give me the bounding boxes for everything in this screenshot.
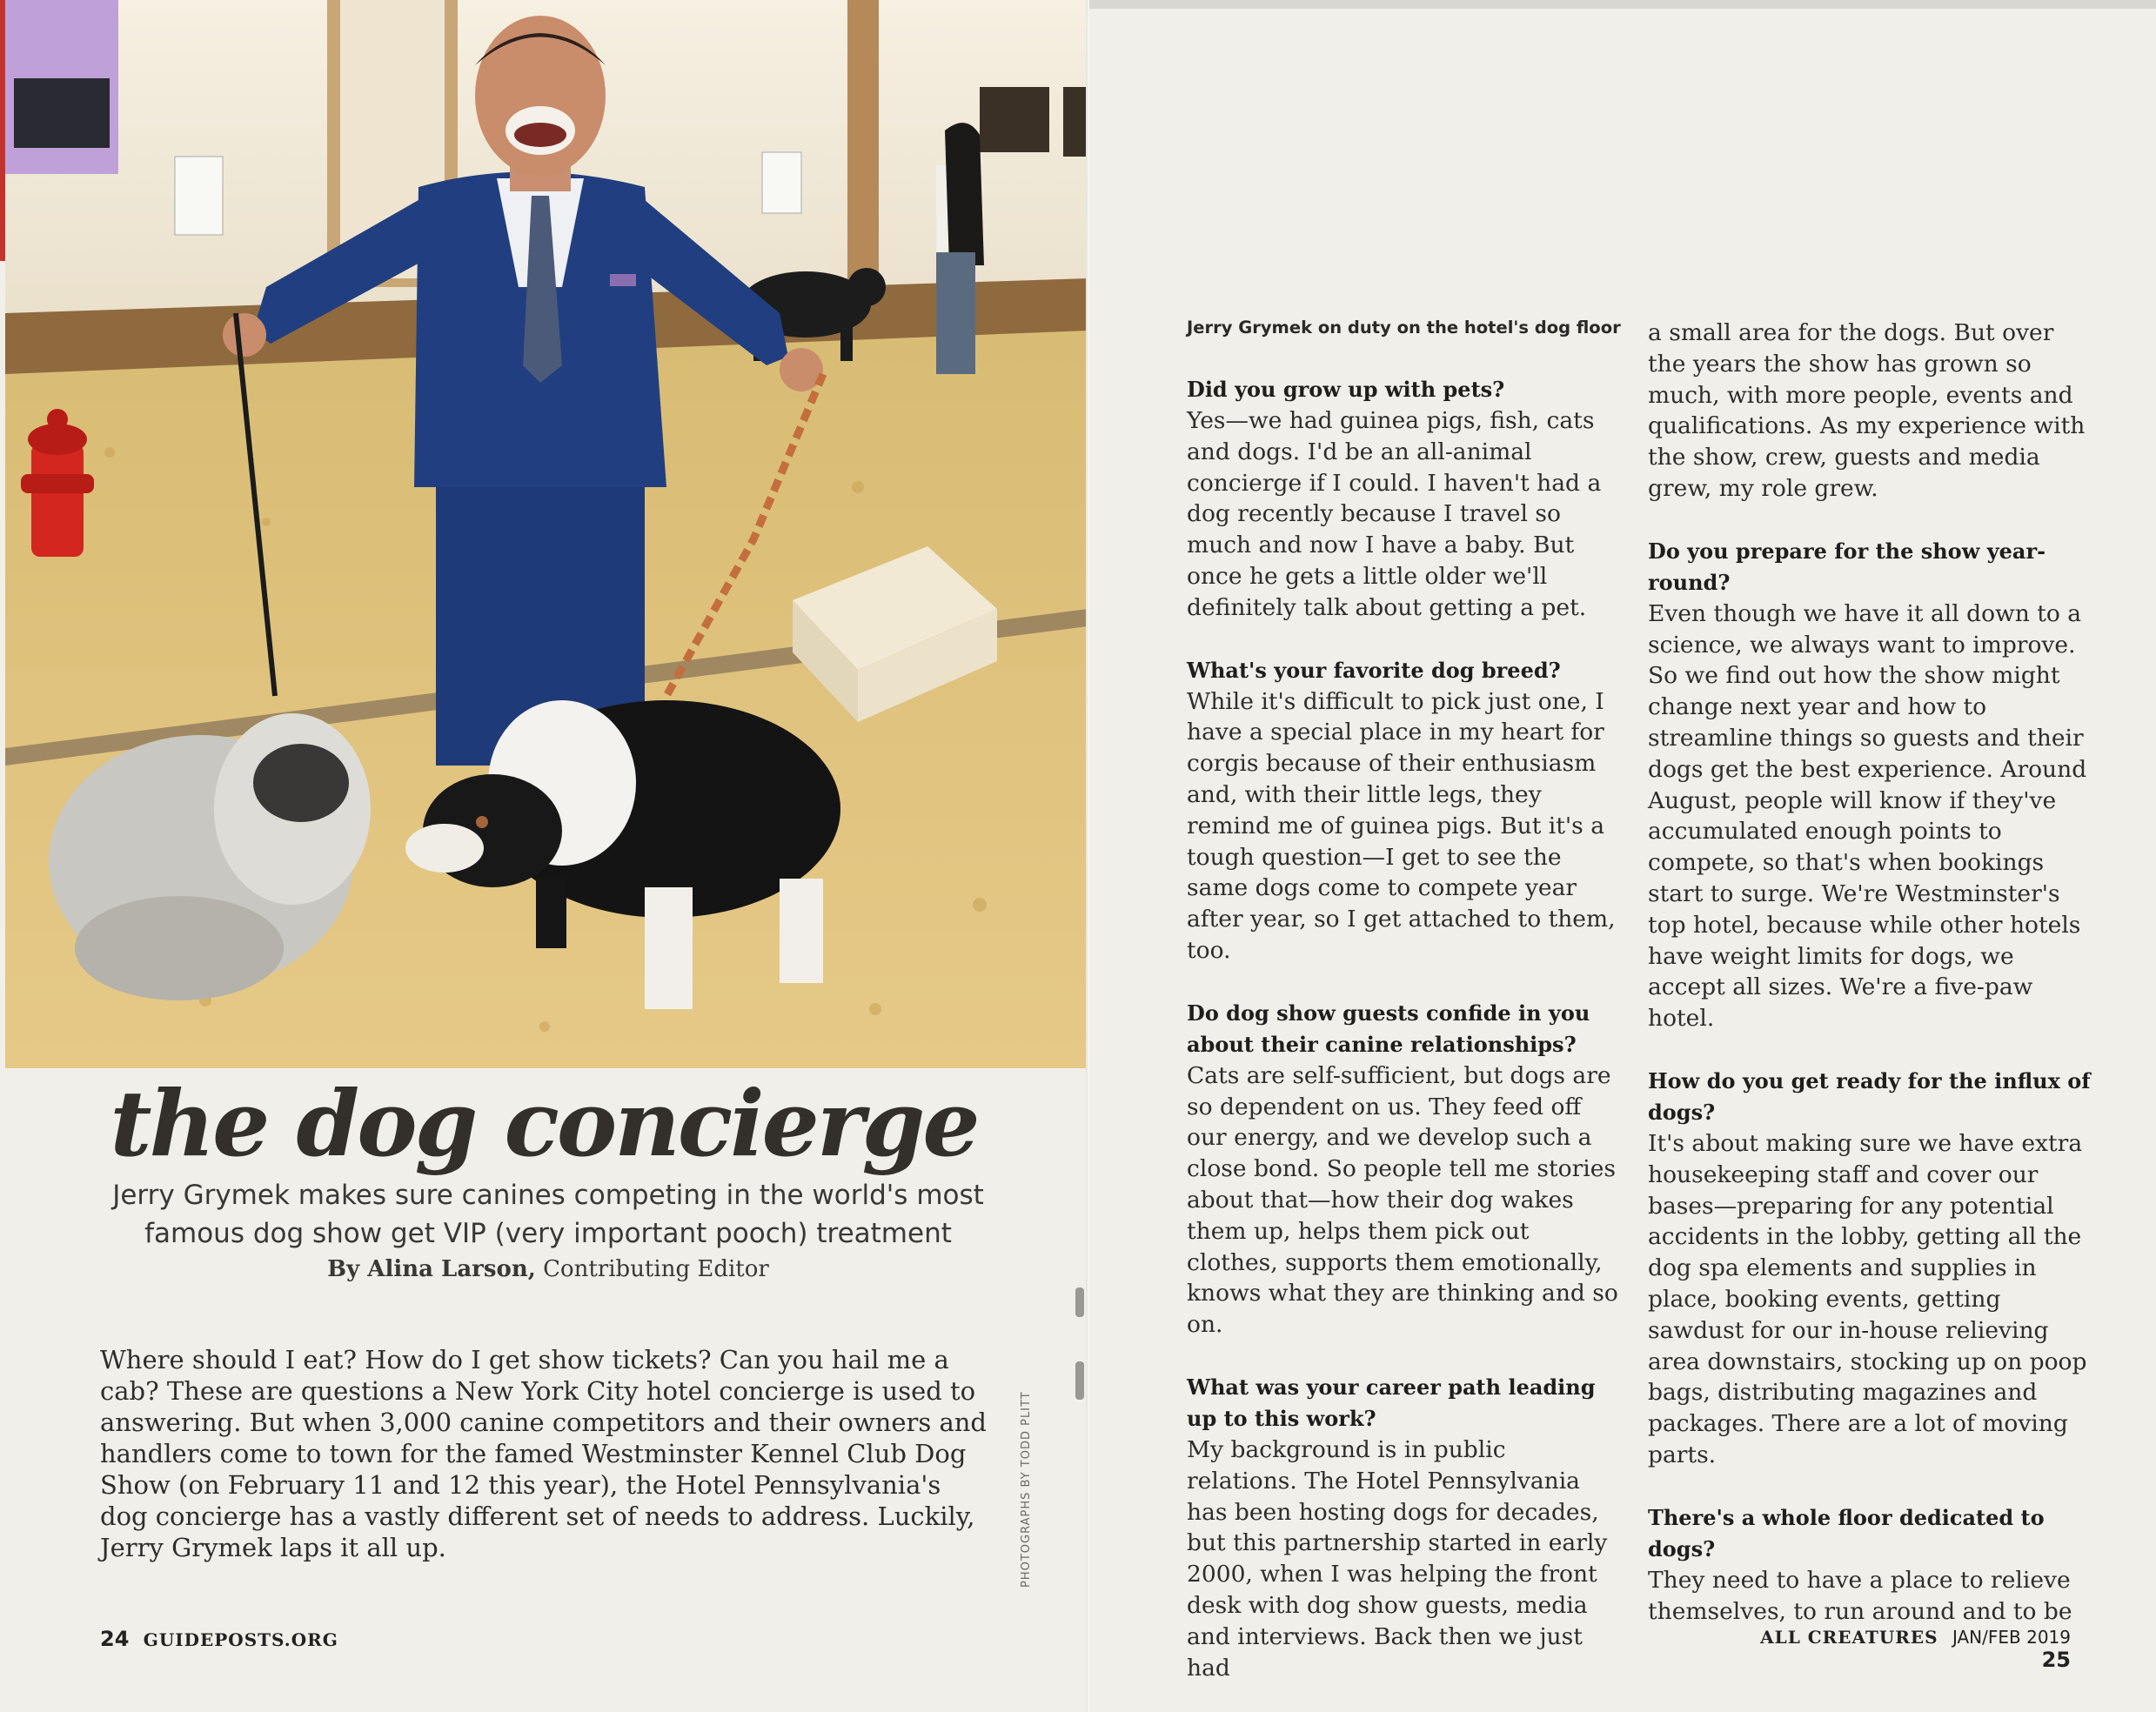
photo-credit xyxy=(1020,1388,1042,1588)
answer: They need to have a place to relieve themselves, to run around and to be xyxy=(1648,1566,2072,1625)
site-name: GUIDEPOSTS.ORG xyxy=(143,1629,338,1650)
question: What's your favorite dog breed? xyxy=(1187,657,1561,683)
qa-column-2 xyxy=(1648,318,2092,1627)
page-number-right: 25 xyxy=(2041,1648,2071,1672)
section-name: ALL CREATURES xyxy=(1760,1627,1938,1648)
article-intro: Where should I eat? How do I get show tickets? Can you hail me a cab? These are questions a New York City hotel concierge is used to answering. But when 3,000 canine competitors and their owners and handlers come to town for the famed Westminster Kennel Club Dog Show (on February 11 and 12 this year), the Hotel Pennsylvania's dog concierge has a vastly different set of needs to address. Luckily, Jerry Grymek laps it all up. xyxy=(100,1345,987,1562)
answer: My background is in public relations. The Hotel Pennsylvania has been hosting dogs for decades, but this partnership started in early 2000, when I was helping the front desk with dog show guests, media and interviews. Back then we just had xyxy=(1187,1435,1608,1682)
article-headline: the dog concierge xyxy=(110,1070,978,1177)
page-number-left: 24 xyxy=(100,1627,130,1651)
page-top-edge xyxy=(1088,0,2156,9)
qa-column-1 xyxy=(1187,374,1622,1683)
question: Do you prepare for the show year-round? xyxy=(1648,538,2046,595)
byline-role: Contributing Editor xyxy=(543,1256,769,1282)
question: What was your career path leading up to this work? xyxy=(1187,1374,1596,1431)
answer-continued: a small area for the dogs. But over the years the show has grown so much, with more people, events and qualifications. As my experience with the show, crew, guests and media grew, my role grew. xyxy=(1648,319,2086,502)
question: There's a whole floor dedicated to dogs? xyxy=(1648,1504,2045,1562)
center-gutter xyxy=(1086,0,1089,1712)
answer: Yes—we had guinea pigs, fish, cats and dogs. I'd be an all-animal concierge if I could. I haven't had a dog recently because I travel so much and now I have a baby. But once he gets a little older we'll definitely talk about getting a pet. xyxy=(1187,407,1602,621)
byline xyxy=(87,1256,1009,1282)
feature-photo xyxy=(5,0,1088,1068)
article-deck: Jerry Grymek makes sure canines competing in the world's most famous dog show get VIP (very important pooch) treatment xyxy=(112,1180,984,1249)
folio-right xyxy=(1740,1627,2071,1672)
answer: Cats are self-sufficient, but dogs are so dependent on us. They feed off our energy, and we develop such a close bond. So people tell me stories about that—how their dog wakes them up, helps them pick out clothes, supports them emotionally, knows what they are thinking and so on. xyxy=(1187,1061,1618,1339)
photo-caption: Jerry Grymek on duty on the hotel's dog floor xyxy=(1187,318,1621,338)
answer: While it's difficult to pick just one, I have a special place in my heart for corgis because of their enthusiasm and, with their little legs, they remind me of guinea pigs. But it's a tough question—I get to see the same dogs come to compete year after year, so I get attached to them, too. xyxy=(1187,687,1616,964)
concierge-with-dogs-illustration xyxy=(5,0,1088,1068)
answer: It's about making sure we have extra housekeeping staff and cover our bases—preparing for any potential accidents in the lobby, getting all the dog spa elements and supplies in place, booking events, getting sawdust for our in-house relieving area downstairs, stocking up on poop bags, distributing magazines and packages. There are a lot of moving parts. xyxy=(1648,1129,2087,1468)
byline-author: By Alina Larson, xyxy=(327,1256,536,1282)
question: How do you get ready for the influx of dogs? xyxy=(1648,1067,2091,1125)
question: Do dog show guests confide in you about their canine relationships? xyxy=(1187,1000,1590,1057)
staple-top xyxy=(1075,1287,1084,1317)
photo-credit-text: PHOTOGRAPHS BY TODD PLITT xyxy=(1020,1391,1033,1588)
staple-bottom xyxy=(1075,1361,1084,1400)
answer: Even though we have it all down to a science, we always want to improve. So we find out how the show might change next year and how to streamline things so guests and their dogs get the best experience. Around August, people will know if they've accumulated enough points to compete, so that's when bookings start to surge. We're Westminster's top hotel, because while other hotels have weight limits for dogs, we accept all sizes. We're a five-paw hotel. xyxy=(1648,599,2087,1033)
issue-date: JAN/FEB 2019 xyxy=(1952,1627,2071,1648)
question: Did you grow up with pets? xyxy=(1187,377,1505,402)
folio-left xyxy=(100,1627,338,1651)
